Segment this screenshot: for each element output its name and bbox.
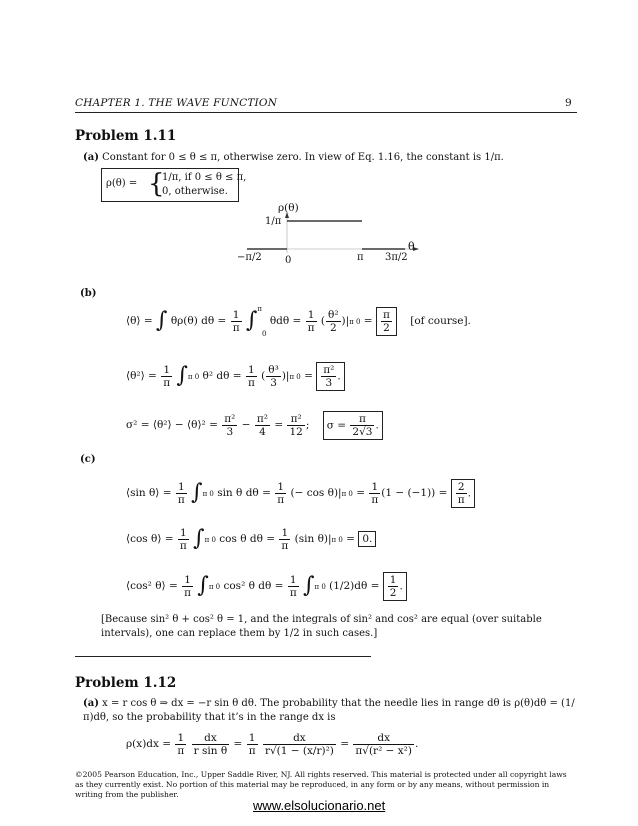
eq-mean-cos-squared: ⟨cos² θ⟩ = $\frac{1}{\pi}$ ∫π 0 cos² θ dθ = $\frac{1}{\pi}$ ∫π 0 (1/2)dθ = $\frac{1}{2}$ . — [126, 568, 407, 604]
graph-x-label: θ — [408, 240, 415, 253]
left-brace: { — [148, 169, 165, 199]
eq-lhs: ⟨θ²⟩ = — [126, 370, 157, 382]
tick-zero: 0 — [285, 255, 292, 266]
fraction: $\frac{1}{\pi}$ — [277, 480, 285, 506]
fraction: $\frac{\text{π²}}{12}$ — [289, 412, 303, 438]
rho-lhs: ρ(θ) = — [106, 178, 138, 189]
fraction: $\frac{dx}{\text{r√(1 − (x/r)²)}}$ — [264, 731, 334, 757]
part-label: (a) — [83, 698, 99, 709]
sigma-label: σ = — [326, 419, 347, 431]
answer-box: $\frac{\text{π²}}{3}$ . — [316, 362, 344, 391]
part-a-text: Constant for 0 ≤ θ ≤ π, otherwise zero. In view of Eq. 1.16, the constant is 1/π. — [102, 152, 504, 163]
fraction: $\frac{1}{\pi}$ — [289, 573, 297, 599]
fraction: $\frac{1}{\pi}$ — [307, 308, 315, 334]
answer-box: $\frac{\pi}{2}$ — [376, 307, 397, 336]
part-a-paragraph — [83, 151, 573, 165]
eq-mean-theta-squared: ⟨θ²⟩ = $\frac{1}{\pi}$ ∫π 0 θ² dθ = $\frac{1}{\pi}$ ( $\frac{\text{θ³}}{3}$ )|π 0 = $\frac{\text{π²}}{3}$ . — [126, 358, 345, 394]
fraction: $\frac{dx}{\text{r sin θ}}$ — [193, 731, 228, 757]
eq-mean-sin: ⟨sin θ⟩ = $\frac{1}{\pi}$ ∫π 0 sin θ dθ = $\frac{1}{\pi}$ (− cos θ)|π 0 = $\frac{1}{\pi}$ (1 − (−1)) = $\frac{2}{\pi}$ . — [126, 475, 475, 511]
eq-term: cos² θ dθ = — [223, 580, 284, 592]
eq-lhs: ⟨cos² θ⟩ = — [126, 580, 178, 592]
eq-term: (1 − (−1)) = — [381, 487, 448, 499]
part-label: (a) — [83, 152, 99, 163]
part-c-label: (c) — [80, 454, 96, 465]
answer-box: $\frac{2}{\pi}$ . — [451, 479, 475, 508]
eq-rho-x: ρ(x)dx = $\frac{1}{\pi}$ $\frac{dx}{\text{r sin θ}}$ = $\frac{1}{\pi}$ $\frac{dx}{\text{r√(1 − (x/r)²)}}$ = $\frac{dx}{\text{π√(r² − x²)}}$ . — [126, 731, 419, 757]
page-number: 9 — [565, 97, 572, 109]
eq-lhs: ⟨sin θ⟩ = — [126, 487, 172, 499]
integral-sign: ∫ — [197, 573, 209, 598]
running-header: CHAPTER 1. THE WAVE FUNCTION — [75, 97, 278, 109]
eq-term: (− cos θ)| — [290, 487, 342, 499]
fraction: $\frac{1}{\pi}$ — [163, 363, 171, 389]
fraction: $\frac{1}{\pi}$ — [247, 363, 255, 389]
website-link[interactable]: www.elsolucionario.net — [253, 798, 386, 813]
integral-sign: ∫ — [193, 526, 205, 551]
fraction: $\frac{\text{π²}}{3}$ — [224, 412, 236, 438]
eq-variance: σ² = ⟨θ²⟩ − ⟨θ⟩² = $\frac{\text{π²}}{3}$ − $\frac{\text{π²}}{4}$ = $\frac{\text{π²}}{12}$ ; σ = $\frac{\pi}{2√3}$ . — [126, 407, 383, 443]
fraction: $\frac{\text{θ²}}{2}$ — [328, 308, 339, 334]
integral-sign: ∫ — [303, 573, 315, 598]
fraction: $\frac{1}{\pi}$ — [281, 526, 289, 552]
tick-neg-half-pi: −π/2 — [237, 252, 262, 263]
header-rule — [75, 112, 577, 113]
integral-sign: ∫ — [176, 363, 188, 388]
integral-sign: ∫ — [156, 308, 168, 333]
problem-title: Problem 1.11 — [75, 128, 177, 144]
integral-sign: ∫ — [191, 480, 203, 505]
fraction: $\frac{1}{\pi}$ — [177, 731, 185, 757]
fraction: $\frac{1}{\pi}$ — [371, 480, 379, 506]
fraction: $\frac{1}{\pi}$ — [177, 480, 185, 506]
eq-term: (sin θ)| — [294, 533, 332, 545]
answer-box: 0. — [358, 531, 376, 547]
eq-lhs: ⟨cos θ⟩ = — [126, 533, 174, 545]
part-a-paragraph — [83, 697, 579, 725]
rho-case-1: 1/π, if 0 ≤ θ ≤ π, — [162, 172, 247, 183]
answer-box: σ = $\frac{\pi}{2√3}$ . — [323, 411, 383, 440]
fraction: $\frac{1}{\pi}$ — [184, 573, 192, 599]
eq-mean-theta: ⟨θ⟩ = ∫ θρ(θ) dθ = $\frac{1}{\pi}$ ∫$^\pi$0 θdθ = $\frac{1}{\pi}$ ( $\frac{\text{θ²}}{2}$ )|π 0 = $\frac{\pi}{2}$ [of course]. — [126, 305, 471, 338]
eq-lhs: ρ(x)dx = — [126, 738, 172, 750]
answer-box: $\frac{1}{2}$ . — [383, 572, 407, 601]
fraction: $\frac{1}{\pi}$ — [179, 526, 187, 552]
graph-y-label: ρ(θ) — [278, 202, 299, 214]
eq-term: θ² dθ = — [202, 370, 242, 382]
fraction: $\frac{\text{π²}}{4}$ — [256, 412, 268, 438]
eq-term: (1/2)dθ = — [329, 580, 380, 592]
fraction: $\frac{1}{\pi}$ — [232, 308, 240, 334]
tick-three-half-pi: 3π/2 — [385, 252, 408, 263]
eq-lhs: ⟨θ⟩ = — [126, 315, 153, 327]
separator: ; — [305, 419, 310, 431]
problem-title: Problem 1.12 — [75, 675, 177, 691]
fraction: $\frac{1}{\pi}$ — [248, 731, 256, 757]
eq-comment: [of course]. — [410, 315, 471, 327]
part-b-label: (b) — [80, 288, 97, 299]
eq-mean-cos: ⟨cos θ⟩ = $\frac{1}{\pi}$ ∫π 0 cos θ dθ = $\frac{1}{\pi}$ (sin θ)|π 0 = 0. — [126, 521, 376, 557]
copyright-notice: ©2005 Pearson Education, Inc., Upper Saddle River, NJ. All rights reserved. This material is protected under all copyright laws as they currently exist. No portion of this material may be reproduced, in any form or by any means, without permission in writing from the publisher. — [75, 770, 567, 799]
eq-term: cos θ dθ = — [219, 533, 276, 545]
eq-term: θdθ = — [269, 315, 302, 327]
eq-term: sin θ dθ = — [217, 487, 271, 499]
eq-lhs: σ² = ⟨θ²⟩ − ⟨θ⟩² = — [126, 419, 218, 431]
graph-level-label: 1/π — [265, 216, 282, 227]
note-paragraph: [Because sin² θ + cos² θ = 1, and the integrals of sin² and cos² are equal (over suitable intervals), one can replace them by 1/2 in such cases.] — [101, 614, 542, 639]
eq-end: . — [414, 738, 419, 750]
tick-pi: π — [357, 252, 364, 263]
eq-term: θρ(θ) dθ = — [170, 315, 227, 327]
fraction: $\frac{dx}{\text{π√(r² − x²)}}$ — [355, 731, 412, 757]
rho-definition-box — [101, 168, 247, 202]
integral-sign: ∫ — [245, 308, 258, 333]
fraction: $\frac{\text{θ³}}{3}$ — [268, 363, 279, 389]
part-a-text: x = r cos θ ⇒ dx = −r sin θ dθ. The probability that the needle lies in range dθ is ρ(θ)dθ = (1/π)dθ, so the probability that it’s in the range dx is — [83, 698, 575, 723]
section-rule — [75, 656, 371, 657]
rho-case-2: 0, otherwise. — [162, 186, 228, 197]
